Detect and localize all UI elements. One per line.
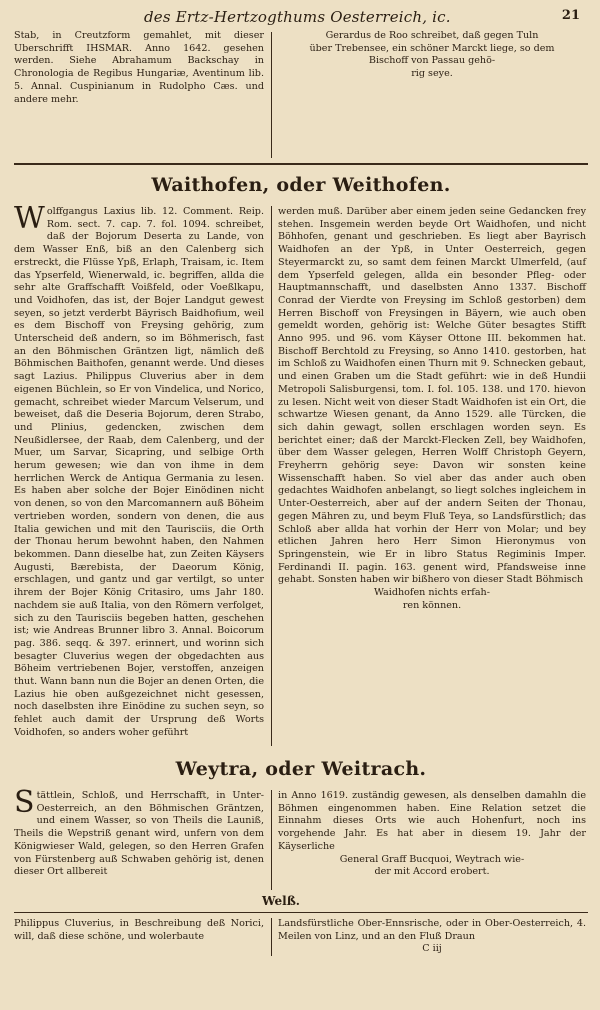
section-weytra-tail-line: der mit Accord erobert. — [374, 866, 490, 878]
section-waithofen-tail-line: Waidhofen nichts erfah- — [374, 587, 490, 599]
header-title: des Ertz-Hertzogthums Oesterreich, ic. — [144, 8, 451, 26]
section-waithofen-right: werden muß. Darüber aber einem jeden seine Gedancken frey stehen. Insgemein werden beyde Ort Waidhofen, und nicht Böhhofen, genant und geschrieben. Es liegt aber Bayrisch Waidhofen an der Ypß, in Unter Oesterreich, gegen Steyermarckt zu, so samt dem feinen Marckt Ulmerfeld, (auf dem Ypserfeld gelegen, allda ein besonder Pfleg- oder Hauptmannschafft, und daselbsten Anno 1337. Bischoff Conrad der Vierdte von Freysing im Schloß gestorben) dem Herren Bischoff von Freysingen in Bäyern, wie auch oben gemeldt worden, gehörig ist: Welche Güter besagtes Stifft Anno 995. und 96. vom Käyser Ottone III. bekommen hat. Bischoff Berchtold zu Freysing, so Anno 1410. gestorben, hat im Schloß zu Waidhofen einen Thurn mit 9. Schnecken gebaut, und einen Graben um die Stadt geführt: wie in deß Hundii Metropoli Salisburgensi, tom. I. fol. 105. 138. und 170. hievon zu lesen. Nicht weit von dieser Stadt Waidhofen ist ein Ort, die schwartze Wiesen genant, da Anno 1529. alle Türcken, die sich dahin gewagt, sollen erschlagen worden seyn. Es berichtet einer; daß der Marckt-Flecken Zell, bey Waidhofen, über dem Wasser gelegen, Herren Wolff Christoph Geyern, Freyherrn gehörig seye: Davon wir sonsten keine Wissenschafft haben. So viel aber das ander auch oben gedachtes Waidhofen anbelangt, so liegt solches ingleichem in Unter-Oesterreich, aber auf der andern Seiten der Thonau, gegen Mähren zu, und beym Fluß Teya, so Landsfürstlich; das Schloß aber allda hat vorhin der Herr von Molar; und bey etlichen Jahren hero Herr Simon Hieronymus von Springenstein, wie Er in libro Status Regiminis Imper. Ferdinandi II. pagin. 163. genent wird, Pfandsweise inne gehabt. Sonsten haben wir bißhero von dieser Stadt Böhmisch Waidhofen nichts erfah- ren können. — [278, 206, 586, 611]
section-weytra-tail-line: General Graff Bucquoi, Weytrach wie- — [339, 853, 525, 865]
section-welss-right: Landsfürstliche Ober-Ennsrische, oder in Ober-Oesterreich, 4. Meilen von Linz, und an den Fluß Draun C iij — [278, 918, 586, 955]
section-weytra-right: in Anno 1619. zuständig gewesen, als denselben damahln die Böhmen eingenommen haben. Eine Relation setzet die Einnahm dieses Orts wie auch Hohenfurt, noch ins vorgehende Jahr. Es hat aber in diesem 19. Jahr der Käyserliche General Graff Bucquoi, Weytrach wie- der mit Accord erobert. — [278, 790, 586, 878]
top-right-line: Gerardus de Roo schreibet, daß gegen Tuln — [325, 30, 539, 41]
column-divider-1 — [271, 206, 272, 746]
top-right-line: Bischoff von Passau gehö- — [368, 55, 496, 67]
section-rule — [14, 163, 588, 165]
top-left-text: Stab, in Creutzform gemahlet, mit dieser Uberschrifft IHSMAR. Anno 1642. gesehen werden. Siehe Abrahamum Backschay in Chronologia de Regibus Hungariæ, Aventinum lib. 5. Annal. Cuspinianum in Rudolpho Cæs. und andere mehr. — [14, 30, 264, 105]
page-number: 21 — [561, 8, 580, 23]
section-weytra-left-text: Stättlein, Schloß, und Herrschafft, in Unter-Oesterreich, an den Böhmischen Gräntzen, und einem Wasser, so von Theils die Launiß, Theils die Wepstriß genant wird, unfern von dem Königwieser Wald, gelegen, so den Herren Grafen von Fürstenberg auß Schwaben gehörig ist, denen dieser Ort allbereit — [14, 785, 264, 878]
section-welss-left: Philippus Cluverius, in Beschreibung deß Norici, will, daß diese schöne, und wolerbaute — [14, 918, 264, 942]
section-heading-weytra: Weytra, oder Weitrach. — [175, 758, 427, 780]
section-waithofen-tail-line: ren können. — [402, 599, 462, 611]
signature-mark: C iij — [422, 943, 442, 955]
drop-cap: W — [14, 201, 45, 236]
running-header — [14, 6, 588, 28]
column-divider-3 — [271, 918, 272, 956]
column-divider-2 — [271, 790, 272, 890]
section-weytra-left — [14, 785, 264, 879]
section-heading-welss: Welß. — [262, 894, 300, 908]
page — [14, 6, 588, 1004]
top-right-line: über Trebensee, ein schöner Marckt liege, so dem — [309, 42, 555, 54]
drop-cap: S — [14, 785, 35, 820]
top-right-line: rig seye. — [411, 68, 453, 80]
column-divider-top — [271, 32, 272, 158]
section-waithofen-left — [14, 201, 264, 740]
section-rule-small — [14, 912, 588, 913]
top-right-text — [278, 30, 586, 81]
section-heading-waithofen: Waithofen, oder Weithofen. — [151, 174, 451, 196]
section-waithofen-left-text: Wolffgangus Laxius lib. 12. Comment. Reip. Rom. sect. 7. cap. 7. fol. 1094. schreibet, daß der Bojorum Deserta zu Lande, von dem Wasser Enß, biß an den Calenberg sich erstreckt, die Flüsse Ypß, Erlaph, Traisam, ic. Item das Ypserfeld, Wienerwald, ic. begriffen, allda die sehr alte Graffschafft Voißfeld, oder Voeßlkapu, und Voidhofen, das ist, der Bojer Landgut gewest seyen, so jetzt verderbt Bäyrisch Baidhofium, weil es dem Bischoff von Freysing gehörig, zum Unterscheid deß andern, so im Böhmerisch, fast an den Böhmischen Gräntzen ligt, nämlich deß Böhmischen Baithofen, genannt werde. Und dieses sagt Lazius. Philippus Cluverius aber in dem eigenen Büchlein, so Er von Vindelica, und Norico, gemacht, schreibet wieder Marcum Velserum, und beweiset, daß die Deseria Bojorum, deren Strabo, und Plinius, gedencken, zwischen dem Neußidlersee, der Raab, dem Calenberg, und der Muer, um Sarvar, Sicapring, und selbige Orth herum gewesen; wie dan von ihme in dem herrlichen Werck de Antiqua Germania zu lesen. Es haben aber solche der Bojer Einödinen nicht von denen, so von den Marcomannern auß Böheim vertrieben worden, sondern von denen, die aus Italia gewichen und mit den Taurisciis, die Orth der Thonau herum bewohnt haben, den Nahmen bekommen. Dann dieselbe hat, zun Zeiten Käysers Augusti, Bærebista, der Daeorum König, erschlagen, und gantz und gar vertilgt, so unter ihrem der Bojer König Critasiro, ums Jahr 180. nachdem sie auß Italia, von den Römern verfolget, sich zu den Taurisciis begeben hatten, geschehen ist; wie Andreas Brunner libro 3. Annal. Boicorum pag. 386. seqq. & 397. erinnert, und worinn sich besagter Cluverius wegen der obgedachten aus Böheim vertriebenen Bojer, verstoffen, anzeigen thut. Wann bann nun die Bojer an denen Orten, die Lazius hie oben außgezeichnet nicht gesessen, noch daselbsten ihre Einödine zu suchen seyn, so fehlet auch damit der Ursprung deß Worts Voidhofen, so anders woher geführt — [14, 201, 264, 738]
